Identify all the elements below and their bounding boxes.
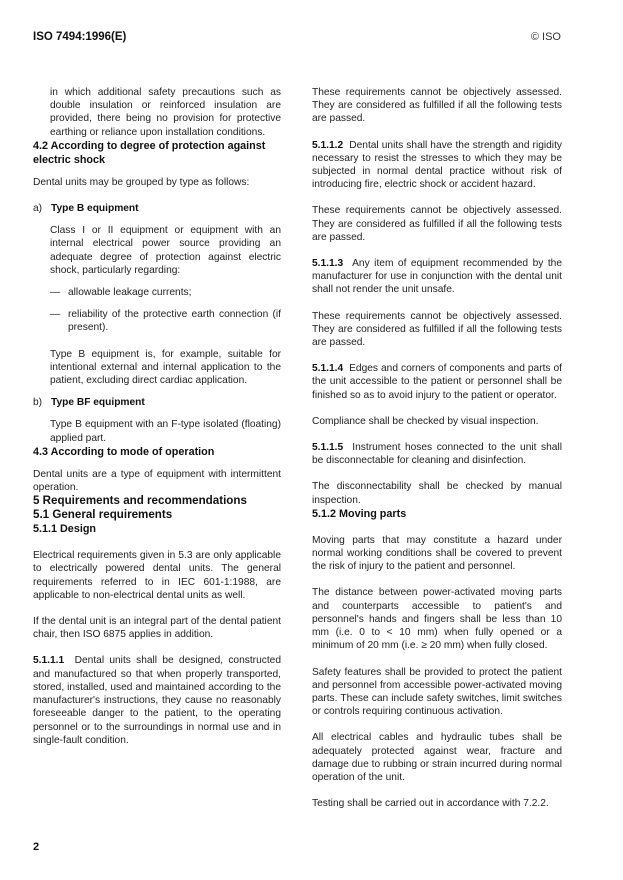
- section-5-1-heading: 5.1 General requirements: [33, 508, 173, 522]
- clause-text: Dental units shall be designed, constructed and manufactured so that when properly transported, stored, installed, used and maintained according to the manufacturer's instructions, they cause no reasonably foreseeable danger to the patient, to the operating personnel or to the surroundings in normal use and in single-fault condition.: [33, 655, 281, 746]
- disconnectability-note: The disconnectability shall be checked by manual inspection.: [312, 481, 562, 506]
- clause-number: 5.1.1.2: [312, 139, 344, 151]
- section-4-3-heading: 4.3 According to mode of operation: [33, 445, 215, 458]
- intro-paragraph: in which additional safety precautions such as double insulation or reinforced insulation are provided, there being no provision for protective earthing or reliance upon installation conditions.: [50, 87, 281, 138]
- type-b-heading: Type B equipment: [51, 203, 139, 215]
- section-5-1-1-1: [33, 654, 281, 746]
- clause-number: 5.1.1.1: [33, 655, 65, 667]
- clause-number: 5.1.1.5: [312, 442, 344, 454]
- standard-id: ISO 7494:1996(E): [33, 31, 127, 43]
- dash-marker: —: [50, 287, 61, 299]
- assessment-note-3: These requirements cannot be objectively assessed. They are considered as fulfilled if all the following tests are passed.: [312, 310, 562, 349]
- list-item-b: [33, 396, 281, 409]
- copyright-mark: © ISO: [530, 31, 561, 43]
- dash-text-earth: reliability of the protective earth connection (if present).: [68, 309, 281, 334]
- type-bf-description: Type B equipment with an F-type isolated (floating) applied part.: [50, 419, 281, 444]
- section-4-3-text: Dental units are a type of equipment with intermittent operation.: [33, 468, 281, 494]
- type-b-description: Class I or II equipment or equipment with an internal electrical power source providing an adequate degree of protection against electric shock, particularly regarding:: [50, 225, 281, 276]
- dash-text-leakage: allowable leakage currents;: [68, 287, 192, 299]
- dash-item-earth: [33, 308, 281, 334]
- page-number: 2: [33, 841, 40, 853]
- moving-parts-p2: The distance between power-activated moving parts and counterparts accessible to patient's and personnel's hands and fingers shall be less than 10 mm (i.e. 0 to < 10 mm) when fully opened or a minimum of 20 mm (i.e. ≥ 20 mm) when fully closed.: [312, 587, 562, 652]
- section-5-1-1-2: [312, 139, 562, 192]
- left-column: [33, 86, 281, 747]
- right-top-paragraph: These requirements cannot be objectively assessed. They are considered as fulfilled if all the following tests are passed.: [312, 87, 562, 125]
- moving-parts-p1: Moving parts that may constitute a hazard under normal working conditions shall be covered to prevent the risk of injury to the patient and personnel.: [312, 534, 562, 573]
- dash-marker: —: [50, 309, 61, 321]
- clause-text: Any item of equipment recommended by the manufacturer for use in conjunction with the dental unit shall not render the unit unsafe.: [312, 258, 562, 296]
- section-5-1-1-5: [312, 441, 562, 467]
- compliance-note: Compliance shall be checked by visual inspection.: [312, 415, 539, 427]
- dash-item-leakage: [33, 286, 281, 299]
- list-marker-a: a): [33, 203, 43, 215]
- type-b-application: Type B equipment is, for example, suitable for intentional external and internal application to the patient, excluding direct cardiac application.: [50, 348, 281, 387]
- clause-number: 5.1.1.3: [312, 258, 344, 270]
- list-item-a: [33, 202, 281, 215]
- moving-parts-p5: Testing shall be carried out in accordance with 7.2.2.: [312, 798, 549, 810]
- type-bf-heading: Type BF equipment: [51, 397, 145, 409]
- clause-number: 5.1.1.4: [312, 363, 344, 375]
- moving-parts-p3: Safety features shall be provided to protect the patient and personnel from accessible power-activated moving parts. These can include safety switches, limit switches or controls requiring continuous activation.: [312, 666, 562, 718]
- section-5-heading: 5 Requirements and recommendations: [33, 494, 247, 508]
- section-5-1-1-p1: Electrical requirements given in 5.3 are only applicable to electrically powered dental units. The general requirements referred to in IEC 601-1:1988, are applicable to non-electrical dental units as well.: [33, 550, 281, 601]
- section-5-1-1-3: [312, 257, 562, 297]
- list-marker-b: b): [33, 397, 43, 409]
- assessment-note-2: These requirements cannot be objectively assessed. They are considered as fulfilled if all the following tests are passed.: [312, 205, 562, 243]
- right-column: [312, 86, 562, 810]
- section-5-1-2-heading: 5.1.2 Moving parts: [312, 507, 407, 520]
- clause-text: Instrument hoses connected to the unit shall be disconnectable for cleaning and disinfection.: [312, 442, 562, 467]
- clause-text: Dental units shall have the strength and rigidity necessary to resist the stresses to which they may be subjected in normal dental practice without risk of introducing fire, electric shock or accident hazard.: [312, 139, 562, 191]
- section-4-2-heading: 4.2 According to degree of protection against electric shock: [33, 139, 266, 166]
- section-5-1-1-4: [312, 362, 562, 402]
- moving-parts-p4: All electrical cables and hydraulic tubes shall be adequately protected against wear, fracture and damage due to rubbing or strain incurred during normal operation of the unit.: [312, 732, 562, 783]
- section-5-1-1-heading: 5.1.1 Design: [33, 523, 97, 536]
- clause-text: Edges and corners of components and parts of the unit accessible to the patient or personnel shall be finished so as to avoid injury to the patient or operator.: [312, 363, 562, 401]
- section-4-2-text: Dental units may be grouped by type as follows:: [33, 176, 250, 188]
- section-5-1-1-p2: If the dental unit is an integral part of the dental patient chair, then ISO 6875 applies in addition.: [33, 616, 281, 641]
